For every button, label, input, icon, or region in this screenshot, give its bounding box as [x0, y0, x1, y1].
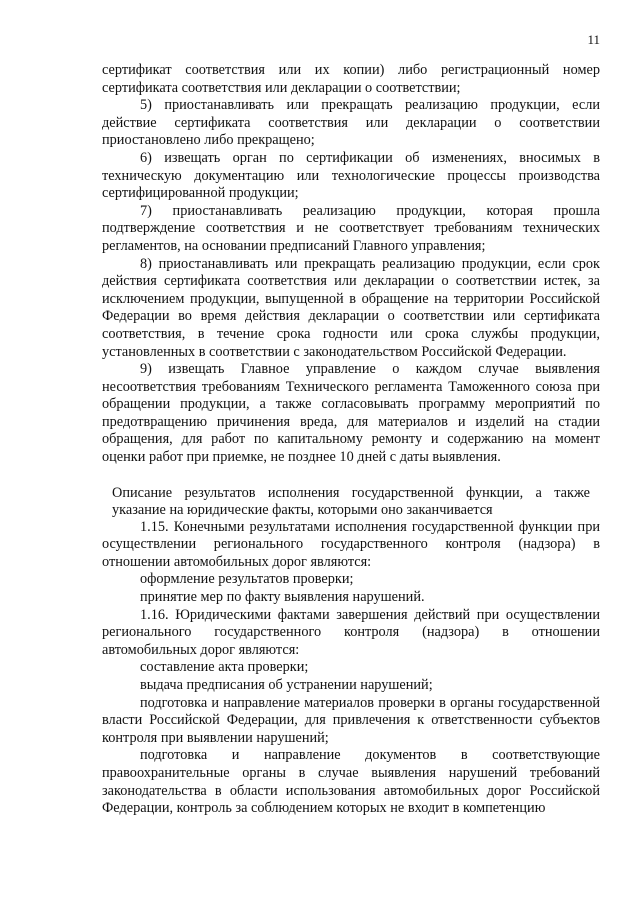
- document-body: [102, 62, 600, 818]
- paragraph: оформление результатов проверки;: [140, 571, 354, 588]
- paragraph: 7) приостанавливать реализацию продукции, которая прошла подтверждение соответствия и не соответствует требованиям технических регламентов, на основании предписаний Главного управления;: [102, 202, 600, 254]
- paragraph: подготовка и направление материалов проверки в органы государственной власти Российской Федерации, для привлечения к ответственности субъектов контроля при выявлении нарушений;: [102, 694, 600, 746]
- paragraph: выдача предписания об устранении нарушений;: [140, 677, 433, 693]
- paragraph: подготовка и направление документов в соответствующие правоохранительные органы в случае выявления нарушений требований законодательства в области использования автомобильных дорог Российской Федерации, контроль за соблюдением которых не входит в компетенцию: [102, 747, 600, 817]
- paragraph: 1.15. Конечными результатами исполнения государственной функции при осуществлении регионального государственного контроля (надзора) в отношении автомобильных дорог являются:: [102, 518, 600, 570]
- paragraph: 1.16. Юридическими фактами завершения действий при осуществлении регионального государственного контроля (надзора) в отношении автомобильных дорог являются:: [102, 606, 600, 658]
- page-number: 11: [587, 32, 600, 47]
- paragraph: 6) извещать орган по сертификации об изменениях, вносимых в техническую документацию или технологические процессы производства сертифицированной продукции;: [102, 149, 600, 202]
- paragraph: 9) извещать Главное управление о каждом случае выявления несоответствия требованиям Технического регламента Таможенного союза при обращении продукции, а также согласовывать программу мероприятий по предотвращению причинения вреда, для материалов и изделий на стадии обращения, для работ по капитальному ремонту и содержанию на момент оценки работ при приемке, не позднее 10 дней с даты выявления.: [102, 361, 600, 466]
- paragraph: принятие мер по факту выявления нарушений.: [140, 589, 425, 606]
- paragraph: 8) приостанавливать или прекращать реализацию продукции, если срок действия сертификата соответствия или декларации о соответствии истек, за исключением продукции, выпущенной в обращение на территории Российской Федерации во время действия декларации о соответствии или сертификата соответствия, в течение срока годности или срока службы продукции, установленных в соответствии с законодательством Российской Федерации.: [102, 255, 600, 360]
- paragraph: составление акта проверки;: [140, 659, 309, 676]
- paragraph: сертификат соответствия или их копии) либо регистрационный номер сертификата соответствия или декларации о соответствии;: [102, 62, 600, 96]
- section-heading: Описание результатов исполнения государственной функции, а также указание на юридические факты, которыми оно заканчивается: [112, 484, 590, 518]
- paragraph: 5) приостанавливать или прекращать реализацию продукции, если действие сертификата соответствия или декларации о соответствии приостановлено либо прекращено;: [102, 97, 600, 149]
